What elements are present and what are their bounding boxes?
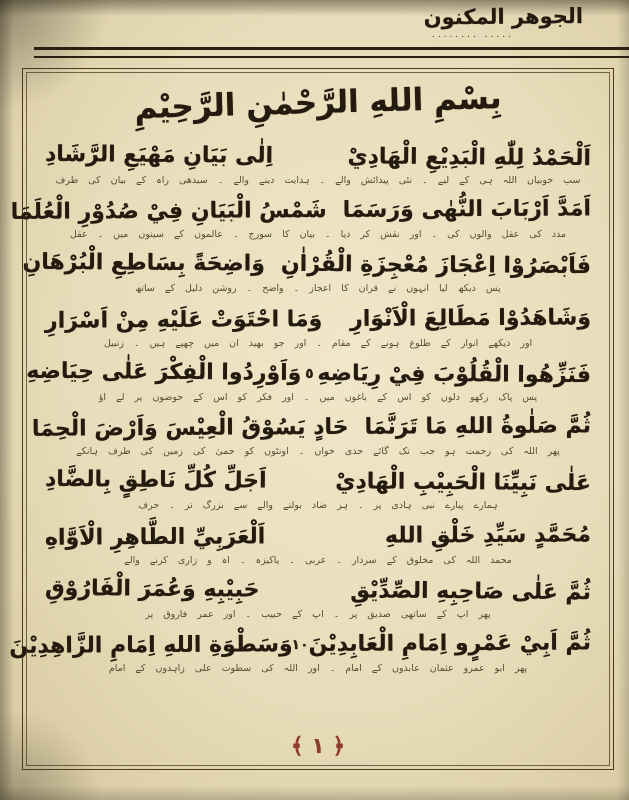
hemistich-left: شَمْسُ الْبَيَانِ فِيْ صُدُوْرِ الْعُلَمَا (10, 198, 327, 226)
verse-line (45, 573, 591, 609)
verse-pair (45, 575, 591, 621)
interlinear-gloss: سب خوبیاں اللہ ہی کے لیے ۔ نئی پیدائش والے ۔ ہدایت دینے والے ۔ سیدھی راہ کے بیان کی طرف (55, 174, 581, 186)
basmala: بِسْمِ اللهِ الرَّحْمٰنِ الرَّحِيْمِ (134, 79, 502, 127)
interlinear-gloss: پھر آپ کے ساتھی صدیق پر ۔ آپ کے حبیب ۔ اور عمر فاروق پر (145, 608, 491, 620)
hemistich-left: اَلْعَرَبِيِّ الطَّاهِرِ الْاَوَّاهِ (44, 523, 266, 551)
verse-block (9, 141, 613, 675)
hemistich-right: مُحَمَّدٍ سَيِّدِ خَلْقِ اللهِ (384, 521, 592, 549)
verse-pair (45, 304, 591, 350)
verse-pair (45, 141, 591, 187)
verse-line (31, 411, 592, 446)
page-header (363, 5, 583, 40)
verse-pair (45, 521, 591, 567)
verse-line (10, 194, 592, 229)
hemistich-left: وَاضِحَةً بِسَاطِعِ الْبُرْهَانِ (22, 250, 266, 278)
verse-pair (31, 412, 592, 458)
interlinear-gloss: ہمارے پیارے نبی ہادی پر ۔ ہر ضاد بولنے والے سے بزرگ تر ۔ حرف (138, 500, 498, 512)
header-rule (34, 47, 629, 58)
hemistich-right: ثُمَّ اَبِيْ عَمْرٍو اِمَامِ الْعَابِدِيْنَ (308, 630, 592, 658)
hemistich-left: حَبِيْبِهِ وَعُمَرَ الْفَارُوْقِ (44, 575, 260, 603)
interlinear-gloss: پھر اللہ کی رحمت ہو جب تک گائے حدی خواں ۔ اونٹوں کو حمیٰ کی زمین کی طرف ہانکے (76, 446, 560, 458)
page-number: ﴿ ١ ﴾ (290, 734, 346, 759)
text-frame (9, 68, 614, 770)
verse-pair (10, 195, 592, 241)
interlinear-gloss: مدد کی عقل والوں کی ۔ اور نقش کر دیا ۔ بیان کا سورج ۔ عالموں کے سینوں میں ۔ عقل (69, 229, 567, 241)
header-dots: ........ ..... (431, 30, 515, 40)
verse-line (22, 247, 592, 283)
book-title: الجوهر المكنون (423, 4, 584, 30)
verse-line (45, 519, 591, 554)
hemistich-right: فَنَزِّهُوا الْقُلُوْبَ فِيْ رِيَاضِهِ (317, 360, 592, 389)
hemistich-right: ثُمَّ صَلٰوةُ اللهِ مَا تَرَنَّمَا (364, 413, 592, 440)
interlinear-gloss: اور دیکھے انوار کے طلوع ہونے کے مقام ۔ اور جو بھید ان میں چھپے ہیں ۔ زنبیل (103, 337, 533, 349)
verse-pair (9, 629, 592, 675)
verse-line (45, 464, 591, 500)
hemistich-left: وَاَوْرِدُوا الْفِكْرَ عَلٰى حِيَاضِهِ (26, 358, 302, 386)
verse-line (26, 356, 592, 392)
verse-number: ١٠ (291, 636, 309, 654)
verse-pair (26, 358, 592, 404)
verse-line (9, 627, 592, 662)
hemistich-left: وَسَطْوَةِ اللهِ اِمَامِ الزَّاهِدِيْنَ (9, 632, 293, 659)
hemistich-right: فَاَبْصَرُوْا اِعْجَازَ مُعْجِزَةِ الْقُرْاٰنِ (280, 252, 592, 280)
hemistich-left: حَادٍ يَسُوْقُ الْعِيْسَ وَاَرْضَ الْحِمَا (31, 414, 349, 442)
verse-pair (22, 249, 592, 295)
verse-pair (45, 466, 591, 512)
interlinear-gloss: پس پاک رکھو دلوں کو اس کے باغوں میں ۔ اور فکر کو اس کے حوضوں پر لے آؤ (98, 391, 538, 403)
interlinear-gloss: پس دیکھ لیا انہوں نے قرآن کا اعجاز ۔ واضح ۔ روشن دلیل کے ساتھ (135, 283, 501, 295)
verse-line (45, 302, 591, 337)
interlinear-gloss: محمد اللہ کی مخلوق کے سردار ۔ عربی ۔ پاکیزہ ۔ آہ و زاری کرنے والے (124, 554, 512, 566)
hemistich-right: اَلْحَمْدُ لِلّٰهِ الْبَدِيْعِ الْهَادِيْ (347, 144, 592, 172)
hemistich-right: وَشَاهَدُوْا مَطَالِعَ الْاَنْوَارِ (350, 305, 592, 332)
hemistich-right: عَلٰى نَبِيِّنَا الْحَبِيْبِ الْهَادِيْ (335, 469, 592, 497)
hemistich-left: اَجَلِّ كُلِّ نَاطِقٍ بِالضَّادِ (44, 467, 267, 495)
hemistich-left: وَمَا احْتَوَتْ عَلَيْهِ مِنْ اَسْرَارِ (44, 306, 323, 334)
hemistich-right: اَمَدَّ اَرْبَابَ النُّهٰى وَرَسَمَا (342, 196, 592, 224)
hemistich-right: ثُمَّ عَلٰى صَاحِبِهِ الصِّدِّيْقِ (350, 578, 592, 606)
hemistich-left: اِلٰى بَيَانِ مَهْيَعِ الرَّشَادِ (44, 141, 274, 169)
verse-number: ٥ (305, 365, 314, 382)
interlinear-gloss: پھر ابو عمرو عثمان عابدوں کے امام ۔ اور اللہ کی سطوت علی زاہدوں کے امام (108, 663, 528, 674)
verse-line (45, 139, 591, 175)
